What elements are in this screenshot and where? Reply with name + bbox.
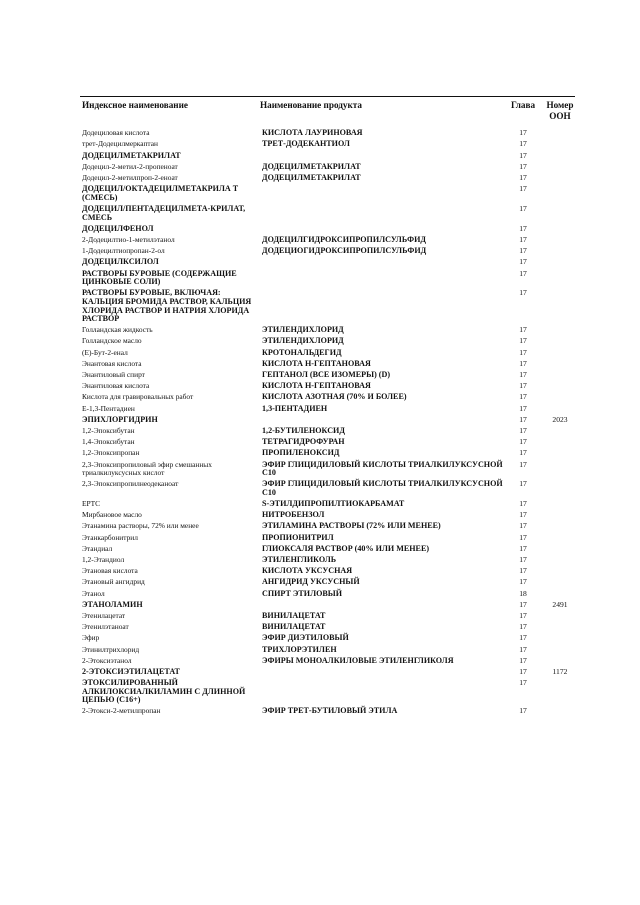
un-number-cell bbox=[542, 204, 578, 224]
un-number-cell bbox=[542, 184, 578, 204]
chapter-cell: 17 bbox=[519, 655, 527, 665]
index-name-cell: ЭТОКСИЛИРОВАННЫЙ АЛКИЛОКСИАЛКИЛАМИН С ДЛИННОЙ ЦЕПЬЮ (C16+) bbox=[82, 678, 246, 705]
un-number-cell bbox=[542, 499, 578, 510]
table-row bbox=[82, 139, 578, 150]
table-row bbox=[82, 600, 578, 611]
index-name-cell: ДОДЕЦИЛ/ПЕНТАДЕЦИЛМЕТА-КРИЛАТ, СМЕСЬ bbox=[82, 204, 246, 222]
un-number-cell bbox=[542, 403, 578, 414]
un-number-cell bbox=[542, 622, 578, 633]
index-name-cell: Этинилтрихлорид bbox=[82, 644, 140, 654]
un-number-cell bbox=[542, 128, 578, 139]
un-number-cell bbox=[542, 288, 578, 325]
un-number-cell bbox=[542, 392, 578, 403]
chapter-cell: 17 bbox=[519, 543, 527, 553]
product-name-cell bbox=[260, 667, 504, 678]
table-row bbox=[82, 588, 578, 599]
chapter-cell: 18 bbox=[519, 588, 527, 598]
un-number-cell bbox=[542, 359, 578, 370]
product-name-cell bbox=[260, 600, 504, 611]
un-number-cell bbox=[542, 706, 578, 717]
chapter-cell: 17 bbox=[519, 403, 527, 413]
index-name-cell: E-1,3-Пентадиен bbox=[82, 403, 135, 413]
table-row bbox=[82, 426, 578, 437]
table-row bbox=[82, 128, 578, 139]
chapter-cell: 17 bbox=[519, 532, 527, 542]
product-name-cell: ПРОПИЛЕНОКСИД bbox=[262, 448, 340, 458]
table-row bbox=[82, 555, 578, 566]
un-number-cell bbox=[542, 655, 578, 666]
chapter-cell: 17 bbox=[519, 128, 527, 138]
un-number-cell bbox=[542, 437, 578, 448]
product-name-cell: S-ЭТИЛДИПРОПИЛТИОКАРБАМАТ bbox=[262, 499, 405, 509]
chapter-cell: 17 bbox=[519, 425, 527, 435]
product-name-cell: ЭФИР ДИЭТИЛОВЫЙ bbox=[262, 633, 349, 643]
product-name-cell: КИСЛОТА Н-ГЕПТАНОВАЯ bbox=[262, 381, 371, 391]
product-name-cell: КИСЛОТА АЗОТНАЯ (70% И БОЛЕЕ) bbox=[262, 392, 407, 402]
table-row bbox=[82, 459, 578, 479]
table-row bbox=[82, 448, 578, 459]
index-name-cell: 1,2-Этандиол bbox=[82, 555, 125, 565]
chapter-cell: 17 bbox=[519, 633, 527, 643]
table-row bbox=[82, 381, 578, 392]
chapter-cell: 17 bbox=[519, 644, 527, 654]
un-number-cell bbox=[542, 544, 578, 555]
table-row bbox=[82, 257, 578, 268]
index-name-cell: 2,3-Эпоксипропилнеодеканоат bbox=[82, 479, 179, 489]
chapter-cell: 17 bbox=[519, 459, 527, 469]
chapter-cell: 17 bbox=[519, 599, 527, 609]
index-name-cell: Голландское масло bbox=[82, 336, 142, 346]
table-row bbox=[82, 370, 578, 381]
chapter-cell: 17 bbox=[519, 479, 527, 489]
un-number-cell bbox=[542, 633, 578, 644]
table-row bbox=[82, 499, 578, 510]
column-header-index-name: Индексное наименование bbox=[82, 100, 188, 110]
table-row bbox=[82, 162, 578, 173]
index-name-cell: трет-Додецилмеркаптан bbox=[82, 139, 158, 149]
chapter-cell: 17 bbox=[519, 437, 527, 447]
chapter-cell: 17 bbox=[519, 246, 527, 256]
product-name-cell: ДОДЕЦИОГИДРОКСИПРОПИЛСУЛЬФИД bbox=[262, 246, 427, 256]
table-row bbox=[82, 437, 578, 448]
un-number-cell bbox=[542, 459, 578, 479]
un-number-cell bbox=[542, 235, 578, 246]
chapter-cell: 17 bbox=[519, 448, 527, 458]
index-name-cell: Энантиловый спирт bbox=[82, 370, 145, 380]
index-name-cell: Додецил-2-метилпроп-2-еноат bbox=[82, 173, 178, 183]
chapter-cell: 17 bbox=[519, 161, 527, 171]
table-row bbox=[82, 633, 578, 644]
table-row bbox=[82, 678, 578, 706]
table-row bbox=[82, 479, 578, 499]
chapter-cell: 17 bbox=[519, 566, 527, 576]
index-name-cell: ДОДЕЦИЛМЕТАКРИЛАТ bbox=[82, 150, 181, 160]
index-name-cell: ЭПИХЛОРГИДРИН bbox=[82, 414, 158, 424]
table-row bbox=[82, 415, 578, 426]
product-name-cell: ТРИХЛОРЭТИЛЕН bbox=[262, 644, 337, 654]
un-number-cell bbox=[542, 611, 578, 622]
table-row bbox=[82, 392, 578, 403]
un-number-cell bbox=[542, 370, 578, 381]
product-name-cell: ТЕТРАГИДРОФУРАН bbox=[262, 437, 345, 447]
chapter-cell: 17 bbox=[519, 150, 527, 160]
chapter-cell: 17 bbox=[519, 336, 527, 346]
product-name-cell: ВИНИЛАЦЕТАТ bbox=[262, 622, 326, 632]
product-name-cell: СПИРТ ЭТИЛОВЫЙ bbox=[262, 588, 343, 598]
table-row bbox=[82, 325, 578, 336]
product-name-cell: НИТРОБЕНЗОЛ bbox=[262, 510, 325, 520]
chapter-cell: 17 bbox=[519, 234, 527, 244]
column-header-un-number: Номер ООН bbox=[546, 100, 574, 121]
chapter-cell: 17 bbox=[519, 173, 527, 183]
index-name-cell: Этановая кислота bbox=[82, 566, 138, 576]
product-name-cell bbox=[260, 150, 504, 161]
index-name-cell: ЭТАНОЛАМИН bbox=[82, 599, 143, 609]
table-row bbox=[82, 268, 578, 288]
index-name-cell: Этенилэтаноат bbox=[82, 622, 129, 632]
index-name-cell: Голландская жидкость bbox=[82, 325, 153, 335]
table-row bbox=[82, 521, 578, 532]
chapter-cell: 17 bbox=[519, 325, 527, 335]
table-row bbox=[82, 173, 578, 184]
table-row bbox=[82, 288, 578, 325]
table-row bbox=[82, 403, 578, 414]
table-row bbox=[82, 204, 578, 224]
un-number-cell bbox=[542, 150, 578, 161]
un-number-cell bbox=[542, 532, 578, 543]
product-name-cell: ДОДЕЦИЛМЕТАКРИЛАТ bbox=[262, 161, 361, 171]
un-number-cell bbox=[542, 325, 578, 336]
chapter-cell: 17 bbox=[519, 577, 527, 587]
substance-index-table bbox=[82, 100, 578, 717]
index-name-cell: 2-Этокси-2-метилпропан bbox=[82, 706, 161, 716]
un-number-cell bbox=[542, 426, 578, 437]
product-name-cell bbox=[260, 268, 504, 288]
product-name-cell: ГЕПТАНОЛ (ВСЕ ИЗОМЕРЫ) (D) bbox=[262, 370, 391, 380]
product-name-cell: АНГИДРИД УКСУСНЫЙ bbox=[262, 577, 360, 587]
index-name-cell: РАСТВОРЫ БУРОВЫЕ, ВКЛЮЧАЯ: КАЛЬЦИЯ БРОМИДА РАСТВОР, КАЛЬЦИЯ ХЛОРИДА РАСТВОР И НАТРИЯ ХЛОРИДА РАСТВОР bbox=[82, 288, 252, 324]
product-name-cell: КИСЛОТА УКСУСНАЯ bbox=[262, 566, 353, 576]
table-row bbox=[82, 577, 578, 588]
index-name-cell: РАСТВОРЫ БУРОВЫЕ (СОДЕРЖАЩИЕ ЦИНКОВЫЕ СОЛИ) bbox=[82, 268, 237, 287]
index-name-cell: (E)-Бут-2-енал bbox=[82, 347, 128, 357]
table-body bbox=[82, 128, 578, 717]
chapter-cell: 17 bbox=[519, 678, 527, 688]
table-row bbox=[82, 655, 578, 666]
index-name-cell: 2-Этоксиэтанол bbox=[82, 655, 132, 665]
table-row bbox=[82, 359, 578, 370]
chapter-cell: 17 bbox=[519, 257, 527, 267]
product-name-cell: ГЛИОКСАЛЯ РАСТВОР (40% ИЛИ МЕНЕЕ) bbox=[262, 543, 430, 553]
chapter-cell: 17 bbox=[519, 223, 527, 233]
index-name-cell: Этанкарбонитрил bbox=[82, 532, 138, 542]
chapter-cell: 17 bbox=[519, 510, 527, 520]
chapter-cell: 17 bbox=[519, 392, 527, 402]
index-name-cell: ДОДЕЦИЛФЕНОЛ bbox=[82, 223, 154, 233]
index-name-cell: Этанол bbox=[82, 588, 105, 598]
product-name-cell: ДОДЕЦИЛМЕТАКРИЛАТ bbox=[262, 173, 361, 183]
table-row bbox=[82, 544, 578, 555]
table-row bbox=[82, 644, 578, 655]
chapter-cell: 17 bbox=[519, 184, 527, 194]
index-name-cell: EPTC bbox=[82, 499, 101, 509]
table-row bbox=[82, 184, 578, 204]
product-name-cell: 1,3-ПЕНТАДИЕН bbox=[262, 403, 328, 413]
table-row bbox=[82, 235, 578, 246]
chapter-cell: 17 bbox=[519, 622, 527, 632]
product-name-cell bbox=[260, 257, 504, 268]
un-number-cell bbox=[542, 162, 578, 173]
index-name-cell: Этановый ангидрид bbox=[82, 577, 145, 587]
index-name-cell: Этенилацетат bbox=[82, 610, 126, 620]
product-name-cell: ТРЕТ-ДОДЕКАНТИОЛ bbox=[262, 139, 350, 149]
chapter-cell: 17 bbox=[519, 381, 527, 391]
un-number-cell bbox=[542, 644, 578, 655]
product-name-cell bbox=[260, 204, 504, 224]
chapter-cell: 17 bbox=[519, 499, 527, 509]
product-name-cell: ЭФИР ГЛИЦИДИЛОВЫЙ КИСЛОТЫ ТРИАЛКИЛУКСУСНОЙ C10 bbox=[262, 479, 503, 497]
product-name-cell: ДОДЕЦИЛГИДРОКСИПРОПИЛСУЛЬФИД bbox=[262, 234, 426, 244]
un-number-cell bbox=[542, 257, 578, 268]
chapter-cell: 17 bbox=[519, 358, 527, 368]
un-number-cell bbox=[542, 381, 578, 392]
product-name-cell: ЭТИЛЕНДИХЛОРИД bbox=[262, 336, 344, 346]
chapter-cell: 17 bbox=[519, 347, 527, 357]
un-number-cell bbox=[542, 347, 578, 358]
un-number-cell bbox=[542, 555, 578, 566]
product-name-cell bbox=[260, 184, 504, 204]
index-name-cell: 2-ЭТОКСИЭТИЛАЦЕТАТ bbox=[82, 666, 180, 676]
chapter-cell: 17 bbox=[519, 555, 527, 565]
index-name-cell: Додецил-2-метил-2-пропеноат bbox=[82, 161, 178, 171]
un-number-cell bbox=[542, 577, 578, 588]
product-name-cell bbox=[260, 415, 504, 426]
index-name-cell: ДОДЕЦИЛКСИЛОЛ bbox=[82, 257, 159, 267]
index-name-cell: Энантовая кислота bbox=[82, 358, 142, 368]
index-name-cell: Эфир bbox=[82, 633, 100, 643]
index-name-cell: 2-Додецилтио-1-метилэтанол bbox=[82, 234, 175, 244]
index-name-cell: 1,2-Эпоксибутан bbox=[82, 425, 135, 435]
un-number-cell bbox=[542, 678, 578, 706]
product-name-cell: ВИНИЛАЦЕТАТ bbox=[262, 610, 326, 620]
un-number-cell bbox=[542, 336, 578, 347]
product-name-cell: КИСЛОТА Н-ГЕПТАНОВАЯ bbox=[262, 358, 371, 368]
product-name-cell: ПРОПИОНИТРИЛ bbox=[262, 532, 334, 542]
table-row bbox=[82, 150, 578, 161]
table-row bbox=[82, 336, 578, 347]
un-number-cell bbox=[542, 268, 578, 288]
un-number-cell: 2023 bbox=[552, 414, 568, 424]
product-name-cell: ЭТИЛЕНГЛИКОЛЬ bbox=[262, 555, 337, 565]
chapter-cell: 17 bbox=[519, 414, 527, 424]
product-name-cell: ЭФИРЫ МОНОАЛКИЛОВЫЕ ЭТИЛЕНГЛИКОЛЯ bbox=[262, 655, 454, 665]
table-header-row bbox=[82, 100, 578, 128]
product-name-cell: ЭФИР ТРЕТ-БУТИЛОВЫЙ ЭТИЛА bbox=[262, 706, 398, 716]
un-number-cell bbox=[542, 246, 578, 257]
table-row bbox=[82, 224, 578, 235]
column-header-chapter: Глава bbox=[510, 100, 536, 110]
product-name-cell: КИСЛОТА ЛАУРИНОВАЯ bbox=[262, 128, 363, 138]
index-name-cell: Мирбановое масло bbox=[82, 510, 142, 520]
table-row bbox=[82, 347, 578, 358]
product-name-cell bbox=[260, 224, 504, 235]
index-name-cell: 1,4-Эпоксибутан bbox=[82, 437, 135, 447]
header-rule bbox=[80, 96, 575, 97]
un-number-cell bbox=[542, 139, 578, 150]
index-name-cell: Додециловая кислота bbox=[82, 128, 150, 138]
table-row bbox=[82, 246, 578, 257]
chapter-cell: 17 bbox=[519, 370, 527, 380]
index-name-cell: Этанамина растворы, 72% или менее bbox=[82, 521, 199, 531]
un-number-cell bbox=[542, 521, 578, 532]
un-number-cell bbox=[542, 566, 578, 577]
index-name-cell: 1,2-Эпоксипропан bbox=[82, 448, 140, 458]
un-number-cell bbox=[542, 224, 578, 235]
un-number-cell bbox=[542, 448, 578, 459]
product-name-cell: ЭФИР ГЛИЦИДИЛОВЫЙ КИСЛОТЫ ТРИАЛКИЛУКСУСНОЙ C10 bbox=[262, 459, 503, 478]
un-number-cell bbox=[542, 479, 578, 499]
product-name-cell: 1,2-БУТИЛЕНОКСИД bbox=[262, 425, 345, 435]
chapter-cell: 17 bbox=[519, 288, 527, 298]
table-row bbox=[82, 706, 578, 717]
index-name-cell: ДОДЕЦИЛ/ОКТАДЕЦИЛМЕТАКРИЛА Т (СМЕСЬ) bbox=[82, 184, 239, 202]
un-number-cell: 1172 bbox=[552, 666, 568, 676]
table-row bbox=[82, 532, 578, 543]
un-number-cell bbox=[542, 588, 578, 599]
table-row bbox=[82, 611, 578, 622]
index-name-cell: 1-Додецилтиопропан-2-ол bbox=[82, 246, 165, 256]
product-name-cell: ЭТИЛАМИНА РАСТВОРЫ (72% ИЛИ МЕНЕЕ) bbox=[262, 521, 441, 531]
table-row bbox=[82, 622, 578, 633]
un-number-cell: 2491 bbox=[552, 599, 568, 609]
table-row bbox=[82, 667, 578, 678]
column-header-product-name: Наименование продукта bbox=[260, 100, 363, 110]
product-name-cell: КРОТОНАЛЬДЕГИД bbox=[262, 347, 342, 357]
chapter-cell: 17 bbox=[519, 521, 527, 531]
index-name-cell: Этандиал bbox=[82, 543, 113, 553]
chapter-cell: 17 bbox=[519, 706, 527, 716]
index-name-cell: 2,3-Эпоксипропиловый эфир смешанных триалкилуксусных кислот bbox=[82, 459, 212, 478]
chapter-cell: 17 bbox=[519, 204, 527, 214]
table-row bbox=[82, 566, 578, 577]
product-name-cell bbox=[260, 288, 504, 325]
product-name-cell bbox=[260, 678, 504, 706]
index-name-cell: Кислота для гравировальных работ bbox=[82, 392, 194, 402]
chapter-cell: 17 bbox=[519, 666, 527, 676]
un-number-cell bbox=[542, 173, 578, 184]
chapter-cell: 17 bbox=[519, 610, 527, 620]
chapter-cell: 17 bbox=[519, 268, 527, 278]
table-row bbox=[82, 510, 578, 521]
un-number-cell bbox=[542, 510, 578, 521]
product-name-cell: ЭТИЛЕНДИХЛОРИД bbox=[262, 325, 344, 335]
chapter-cell: 17 bbox=[519, 139, 527, 149]
index-name-cell: Энантиловая кислота bbox=[82, 381, 150, 391]
